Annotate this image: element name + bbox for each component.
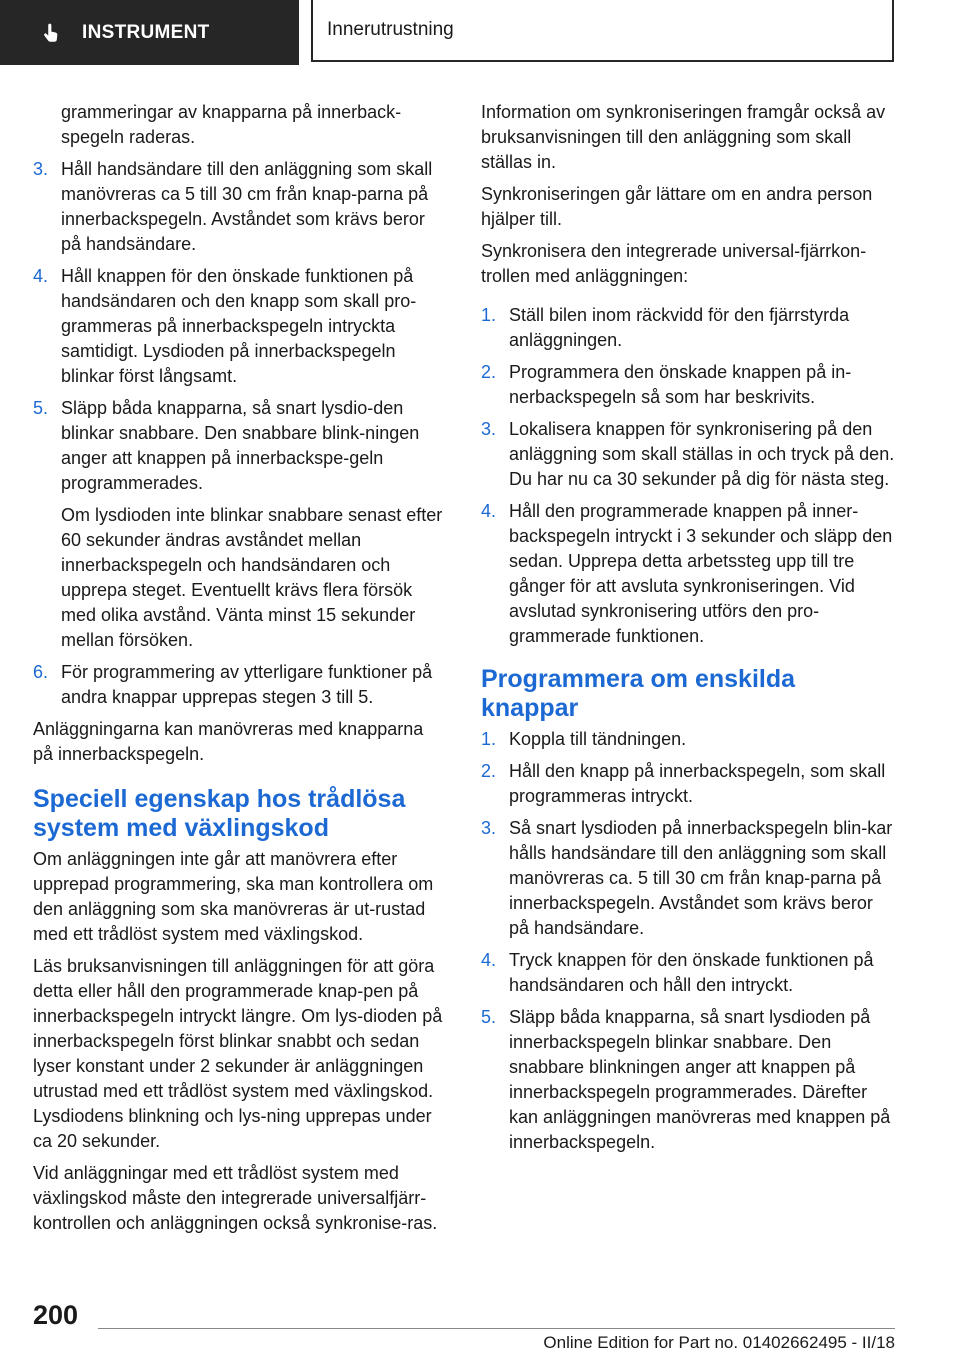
sync-steps <box>481 303 895 649</box>
footer-divider <box>98 1328 895 1329</box>
step-number: 2. <box>481 761 497 781</box>
step-text: Släpp båda knapparna, så snart lysdio-den blinkar snabbare. Den snabbare blink-ningen anger att knappen på innerbackspe-geln programmerades. <box>61 398 420 493</box>
right-column <box>481 100 895 1162</box>
section-header <box>311 0 894 62</box>
step-number: 2. <box>481 362 497 382</box>
step-text: Släpp båda knapparna, så snart lysdioden på innerbackspegeln blinkar snabbare. Den snabbare blinkningen anger att knappen på innerbackspegeln programmerades. Därefter kan anläggningen manövreras med knappen på innerbackspegeln. <box>509 1007 891 1152</box>
body-paragraph: Läs bruksanvisningen till anläggningen för att göra detta eller håll den programmerade knap-pen på innerbackspegeln intryckt längre. Om lys-dioden på innerbackspegeln först blinkar snabbt och sedan lyser konstant under 2 sekunder är anläggningen utrustad med ett trådlöst system med växlingskod. Lysdiodens blinkning och lys-ning upprepas under ca 20 sekunder. <box>33 956 443 1151</box>
section-heading: Programmera om enskilda knappar <box>481 665 796 722</box>
list-item <box>481 1005 895 1155</box>
list-item <box>33 396 443 653</box>
section-heading: Speciell egenskap hos trådlösa system med växlingskod <box>33 785 406 842</box>
step-number: 3. <box>481 818 497 838</box>
step-text: Programmera den önskade knappen på in-nerbackspegeln så som har beskrivits. <box>509 362 852 407</box>
list-item <box>481 816 895 941</box>
step-text: Ställ bilen inom räckvidd för den fjärrstyrda anläggningen. <box>509 305 850 350</box>
programming-steps <box>33 157 443 710</box>
chapter-tab[interactable] <box>0 0 299 65</box>
body-paragraph: Synkroniseringen går lättare om en andra person hjälper till. <box>481 184 873 229</box>
step-text: Håll knappen för den önskade funktionen på handsändaren och den knapp som skall pro-grammeras på innerbackspegeln intryckta samtidigt. Lysdioden på innerbackspegeln blinkar först långsamt. <box>61 266 417 386</box>
left-column <box>33 100 443 1243</box>
list-item <box>33 157 443 257</box>
step-number: 1. <box>481 305 497 325</box>
step-text: Håll handsändare till den anläggning som skall manövreras ca 5 till 30 cm från knap-parna på innerbackspegeln. Avståndet som krävs beror på handsändare. <box>61 159 433 254</box>
step-number: 6. <box>33 662 49 682</box>
step-text: Tryck knappen för den önskade funktionen på handsändaren och håll den intryckt. <box>509 950 874 995</box>
page-number: 200 <box>33 1300 79 1330</box>
step-number: 5. <box>33 398 49 418</box>
continuation-text: grammeringar av knapparna på innerback-spegeln raderas. <box>61 102 402 147</box>
list-item <box>33 660 443 710</box>
step-text: Håll den knapp på innerbackspegeln, som skall programmeras intryckt. <box>509 761 886 806</box>
touch-hand-icon <box>40 22 62 44</box>
body-paragraph: Vid anläggningar med ett trådlöst system med växlingskod måste den integrerade universalfjärr-kontrollen och anläggningen också synkronise-ras. <box>33 1163 438 1233</box>
body-paragraph: Synkronisera den integrerade universal-fjärrkon-trollen med anläggningen: <box>481 241 867 286</box>
edition-text: Online Edition for Part no. 01402662495 - II/18 <box>543 1333 895 1352</box>
step-note: Om lysdioden inte blinkar snabbare senast efter 60 sekunder ändras avståndet mellan innerbackspegeln och handsändaren och upprepa steget. Eventuellt krävs flera försök med olika avstånd. Vänta minst 15 sekunder mellan försöken. <box>61 505 443 650</box>
step-number: 4. <box>481 501 497 521</box>
list-item <box>33 264 443 389</box>
step-text: Håll den programmerade knappen på inner-backspegeln intryckt i 3 sekunder och släpp den sedan. Upprepa detta arbetssteg upp till tre gånger för att avsluta synkroniseringen. Vid avslutad synkronisering utförs den pro-grammerade funktionen. <box>509 501 893 646</box>
step-text: Så snart lysdioden på innerbackspegeln blin-kar hålls handsändare till den anläggning som skall manövreras ca. 5 till 30 cm från knap-parna på innerbackspegeln. Avståndet som krävs beror på handsändare. <box>509 818 893 938</box>
step-number: 5. <box>481 1007 497 1027</box>
body-paragraph: Anläggningarna kan manövreras med knapparna på innerbackspegeln. <box>33 719 424 764</box>
chapter-label: INSTRUMENT <box>82 21 210 43</box>
list-item <box>481 499 895 649</box>
step-number: 4. <box>33 266 49 286</box>
list-item <box>481 417 895 492</box>
step-number: 3. <box>481 419 497 439</box>
list-item <box>481 360 895 410</box>
step-text: Lokalisera knappen för synkronisering på den anläggning som skall ställas in och tryck på den. Du har nu ca 30 sekunder på dig för nästa steg. <box>509 419 895 489</box>
reprogram-steps <box>481 727 895 1155</box>
step-text: Koppla till tändningen. <box>509 729 687 749</box>
list-item <box>481 303 895 353</box>
step-number: 3. <box>33 159 49 179</box>
list-item <box>481 948 895 998</box>
section-title: Innerutrustning <box>327 19 454 40</box>
step-number: 1. <box>481 729 497 749</box>
body-paragraph: Information om synkroniseringen framgår också av bruksanvisningen till den anläggning som skall ställas in. <box>481 102 886 172</box>
list-item <box>481 759 895 809</box>
step-text: För programmering av ytterligare funktioner på andra knappar upprepas stegen 3 till 5. <box>61 662 433 707</box>
step-number: 4. <box>481 950 497 970</box>
body-paragraph: Om anläggningen inte går att manövrera efter upprepad programmering, ska man kontrollera om den anläggning som ska manövreras är ut-rustad med ett trådlöst system med växlingskod. <box>33 849 434 944</box>
list-item <box>481 727 895 752</box>
